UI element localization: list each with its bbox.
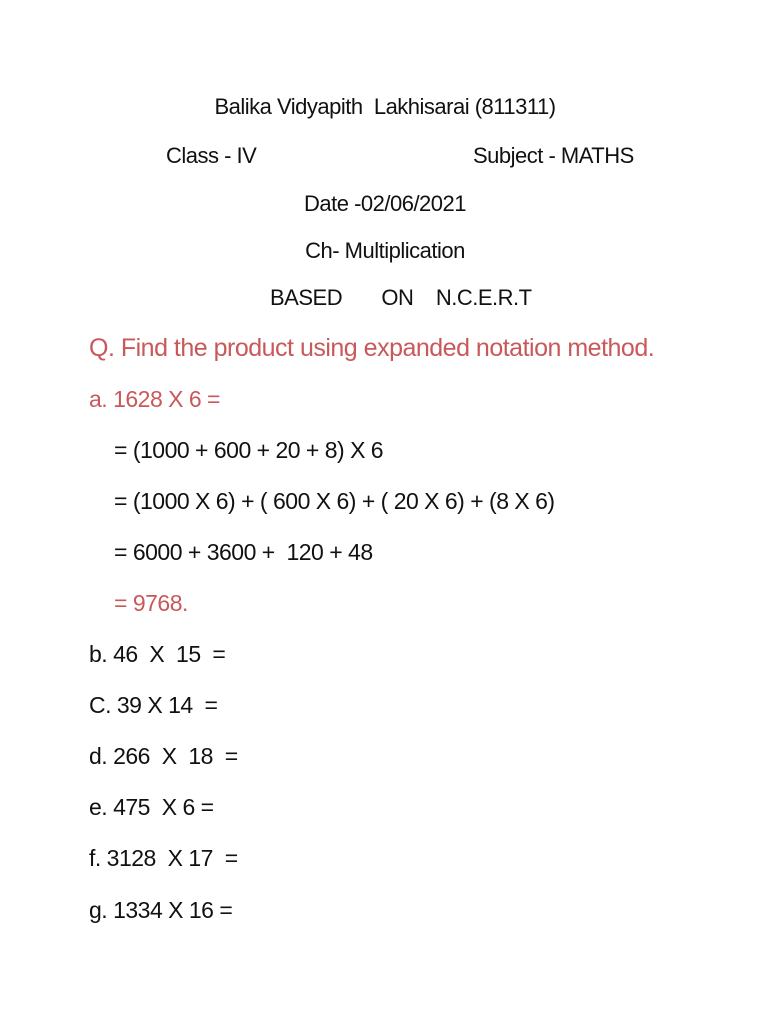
exercise-item: b. 46 X 15 = [89, 641, 226, 667]
date-label: Date -02/06/2021 [303, 191, 467, 216]
exercise-item: d. 266 X 18 = [89, 743, 238, 769]
solution-step: = (1000 X 6) + ( 600 X 6) + ( 20 X 6) + (8 X 6) [114, 488, 555, 514]
solution-step: = (1000 + 600 + 20 + 8) X 6 [114, 437, 384, 463]
question-text: Q. Find the product using expanded notation method. [89, 334, 655, 362]
exercise-item: e. 475 X 6 = [89, 794, 214, 820]
based-on-label: BASED ON N.C.E.R.T [270, 285, 532, 310]
exercise-item: g. 1334 X 16 = [89, 897, 233, 923]
exercise-item: C. 39 X 14 = [89, 692, 218, 718]
subject-label: Subject - MATHS [473, 143, 634, 168]
solution-step: = 6000 + 3600 + 120 + 48 [114, 539, 373, 565]
exercise-item: f. 3128 X 17 = [89, 845, 238, 871]
solved-problem: a. 1628 X 6 = [89, 386, 220, 412]
solution-answer: = 9768. [114, 590, 188, 616]
chapter-title: Ch- Multiplication [305, 238, 465, 263]
class-label: Class - IV [166, 143, 257, 168]
school-name: Balika Vidyapith Lakhisarai (811311) [214, 94, 556, 119]
